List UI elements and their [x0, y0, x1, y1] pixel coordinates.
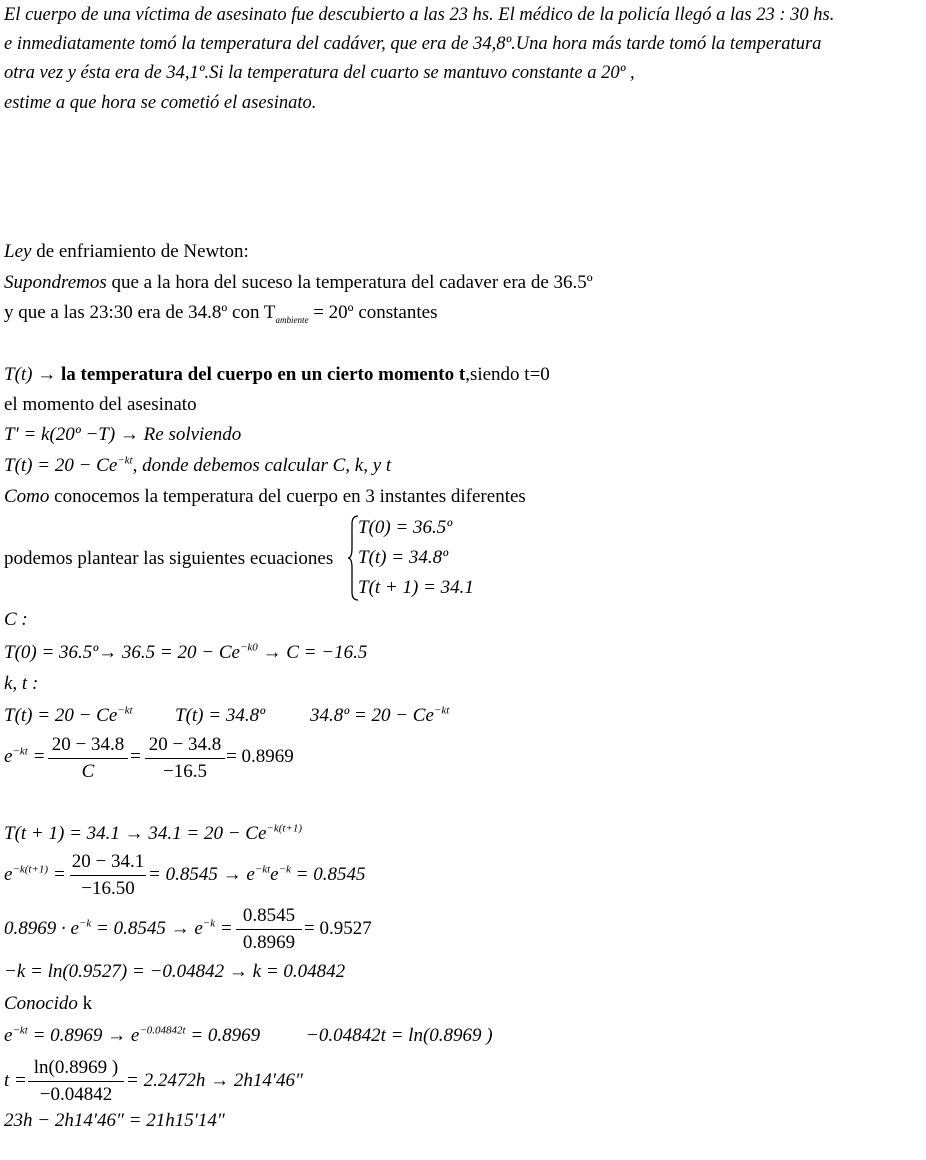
ekt1-result: [148, 864, 365, 886]
ekt-result: = 0.8969: [226, 746, 294, 767]
ln-line: −k = ln(0.9527) = −0.04842 → k = 0.04842: [4, 961, 346, 982]
fraction-2-num: 20 − 34.8: [148, 734, 222, 755]
fraction-5: [28, 1057, 124, 1106]
como-word: Como: [4, 486, 50, 507]
tplus1-equation-text: T(t + 1) = 34.1 → 34.1 = 20 − Ce: [4, 823, 267, 844]
fraction-5-num: ln(0.8969 ): [33, 1057, 119, 1078]
ek-equation-exp2: −k: [202, 917, 216, 930]
c-equation-rhs: → C = −16.5: [257, 642, 368, 663]
last-exp-c: = 0.8969: [185, 1025, 261, 1046]
fraction-3-den: −16.50: [70, 875, 146, 900]
ode-line: [4, 424, 241, 446]
supondremos-line: [4, 272, 593, 294]
system-eq-3: T(t + 1) = 34.1: [358, 577, 474, 598]
ekt1-result-exp2: −k: [278, 863, 291, 876]
kt-eq-3: [310, 705, 449, 727]
ek-equation: $0.8969 \cdot e^{-k} = 0.8545 \to e^{-k}$ =: [4, 917, 233, 939]
ekt-lhs-base: e: [4, 746, 13, 767]
ekt1-result-exp1: −kt: [254, 863, 271, 876]
t-definition-bold: la temperatura del cuerpo en un cierto momento t: [61, 364, 466, 385]
ley-word: Ley: [4, 241, 32, 262]
ode-word: solviendo: [168, 424, 242, 445]
kt-eq-1-exp: −kt: [117, 704, 133, 717]
general-solution-rest: , donde debemos calcular C, k, y t: [132, 455, 392, 476]
kt-eq-2: T(t) = 34.8º: [175, 705, 265, 726]
ley-rest: de enfriamiento de Newton:: [31, 241, 249, 262]
ambiente-subscript: ambiente: [275, 314, 309, 325]
fraction-4-den: 0.8969: [236, 929, 302, 954]
fraction-4-num: 0.8545: [242, 905, 296, 926]
t-result: = 2.2472h → 2h14′46″: [126, 1070, 303, 1091]
problem-line-3: otra vez y ésta era de 34,1º.Si la temperatura del cuarto se mantuvo constante a 20º ,: [4, 63, 635, 83]
kt-eq-3-text: 34.8º = 20 − Ce: [310, 705, 434, 726]
last-ln-eq: −0.04842t = ln(0.8969 ): [306, 1025, 493, 1046]
ek-equation-b: = 0.8545 → e: [91, 918, 203, 939]
t-lhs: t =: [4, 1070, 27, 1091]
ek-equation-exp1: −k: [78, 917, 92, 930]
ekt1-lhs: $e^{-k(t+1)}$ =: [4, 863, 66, 885]
ekt1-lhs-base: e: [4, 864, 13, 885]
ode-eq: T′ = k(20º −T) → Re: [4, 424, 169, 445]
ambiente-line: [4, 302, 437, 324]
problem-line-2: e inmediatamente tomó la temperatura del cadáver, que era de 34,8º.Una hora más tarde tomó la temperatura: [4, 34, 822, 54]
ekt1-result-b: e: [270, 864, 279, 885]
c-heading: C :: [4, 609, 28, 630]
fraction-2-den: −16.5: [145, 758, 225, 783]
tplus1-equation-exp: −k(t+1): [266, 822, 303, 835]
general-solution-exp: −kt: [117, 454, 133, 467]
ekt-lhs-exp: −kt: [12, 745, 28, 758]
fraction-1-num: 20 − 34.8: [51, 734, 125, 755]
conocido-line: [4, 993, 92, 1015]
conocido-k: k: [77, 993, 93, 1014]
supondremos-rest: que a la hora del suceso la temperatura del cadaver era de 36.5º: [106, 272, 593, 293]
general-solution-eq: T(t) = 20 − Ce: [4, 455, 118, 476]
supondremos-word: Supondremos: [4, 272, 107, 293]
problem-line-4: estime a que hora se cometió el asesinato.: [4, 93, 317, 113]
ekt1-result-c: = 0.8545: [290, 864, 366, 885]
fraction-3: [70, 851, 146, 900]
last-exp-line: [4, 1025, 260, 1047]
fraction-4: [236, 905, 302, 954]
system-eq-2: T(t) = 34.8º: [358, 547, 448, 568]
last-exp-a: e: [4, 1025, 13, 1046]
equals-1: =: [130, 746, 141, 767]
t-definition-line: [4, 364, 550, 386]
conocido-word: Conocido: [4, 993, 78, 1014]
ek-equation-a: 0.8969 · e: [4, 918, 79, 939]
kt-eq-3-exp: −kt: [433, 704, 450, 717]
general-solution-line: [4, 455, 391, 477]
ambiente-text: y que a las 23:30 era de 34.8º con T: [4, 302, 276, 323]
como-line: [4, 486, 526, 508]
kt-eq-1-text: T(t) = 20 − Ce: [4, 705, 118, 726]
final-answer: 23h − 2h14′46″ = 21h15′14″: [4, 1110, 225, 1131]
ley-line: [4, 241, 249, 263]
moment-line: el momento del asesinato: [4, 394, 197, 415]
last-exp-sup2: −0.04842t: [139, 1024, 186, 1037]
kt-heading: k, t :: [4, 673, 39, 694]
fraction-1: [48, 734, 128, 783]
como-rest: conocemos la temperatura del cuerpo en 3 instantes diferentes: [49, 486, 526, 507]
ambiente-rest: = 20º constantes: [308, 302, 438, 323]
system-eq-1: T(0) = 36.5º: [358, 517, 453, 538]
fraction-3-num: 20 − 34.1: [71, 851, 145, 872]
problem-line-1: El cuerpo de una víctima de asesinato fue descubierto a las 23 hs. El médico de la policía llegó a las 23 : 30 hs.: [4, 5, 835, 25]
last-exp-sup1: −kt: [12, 1024, 28, 1037]
fraction-1-den: C: [48, 758, 128, 783]
c-equation-exp: −k0: [239, 641, 258, 654]
plantear-line: podemos plantear las siguientes ecuaciones: [4, 548, 334, 569]
c-equation-lhs: T(0) = 36.5º→ 36.5 = 20 − Ce: [4, 642, 240, 663]
kt-eq-1: [4, 705, 133, 727]
tplus1-equation: [4, 823, 302, 845]
t-definition-lhs: T(t) →: [4, 364, 61, 385]
c-equation: [4, 642, 367, 664]
fraction-5-den: −0.04842: [28, 1081, 124, 1106]
last-exp-b: = 0.8969 → e: [27, 1025, 140, 1046]
fraction-2: [145, 734, 225, 783]
ekt1-lhs-exp: −k(t+1): [12, 863, 49, 876]
ekt-lhs: $e^{-kt}$ =: [4, 745, 46, 767]
ek-result: = 0.9527: [304, 918, 372, 939]
ekt1-result-a: = 0.8545 → e: [148, 864, 255, 885]
t-definition-tail: ,siendo t=0: [465, 364, 550, 385]
